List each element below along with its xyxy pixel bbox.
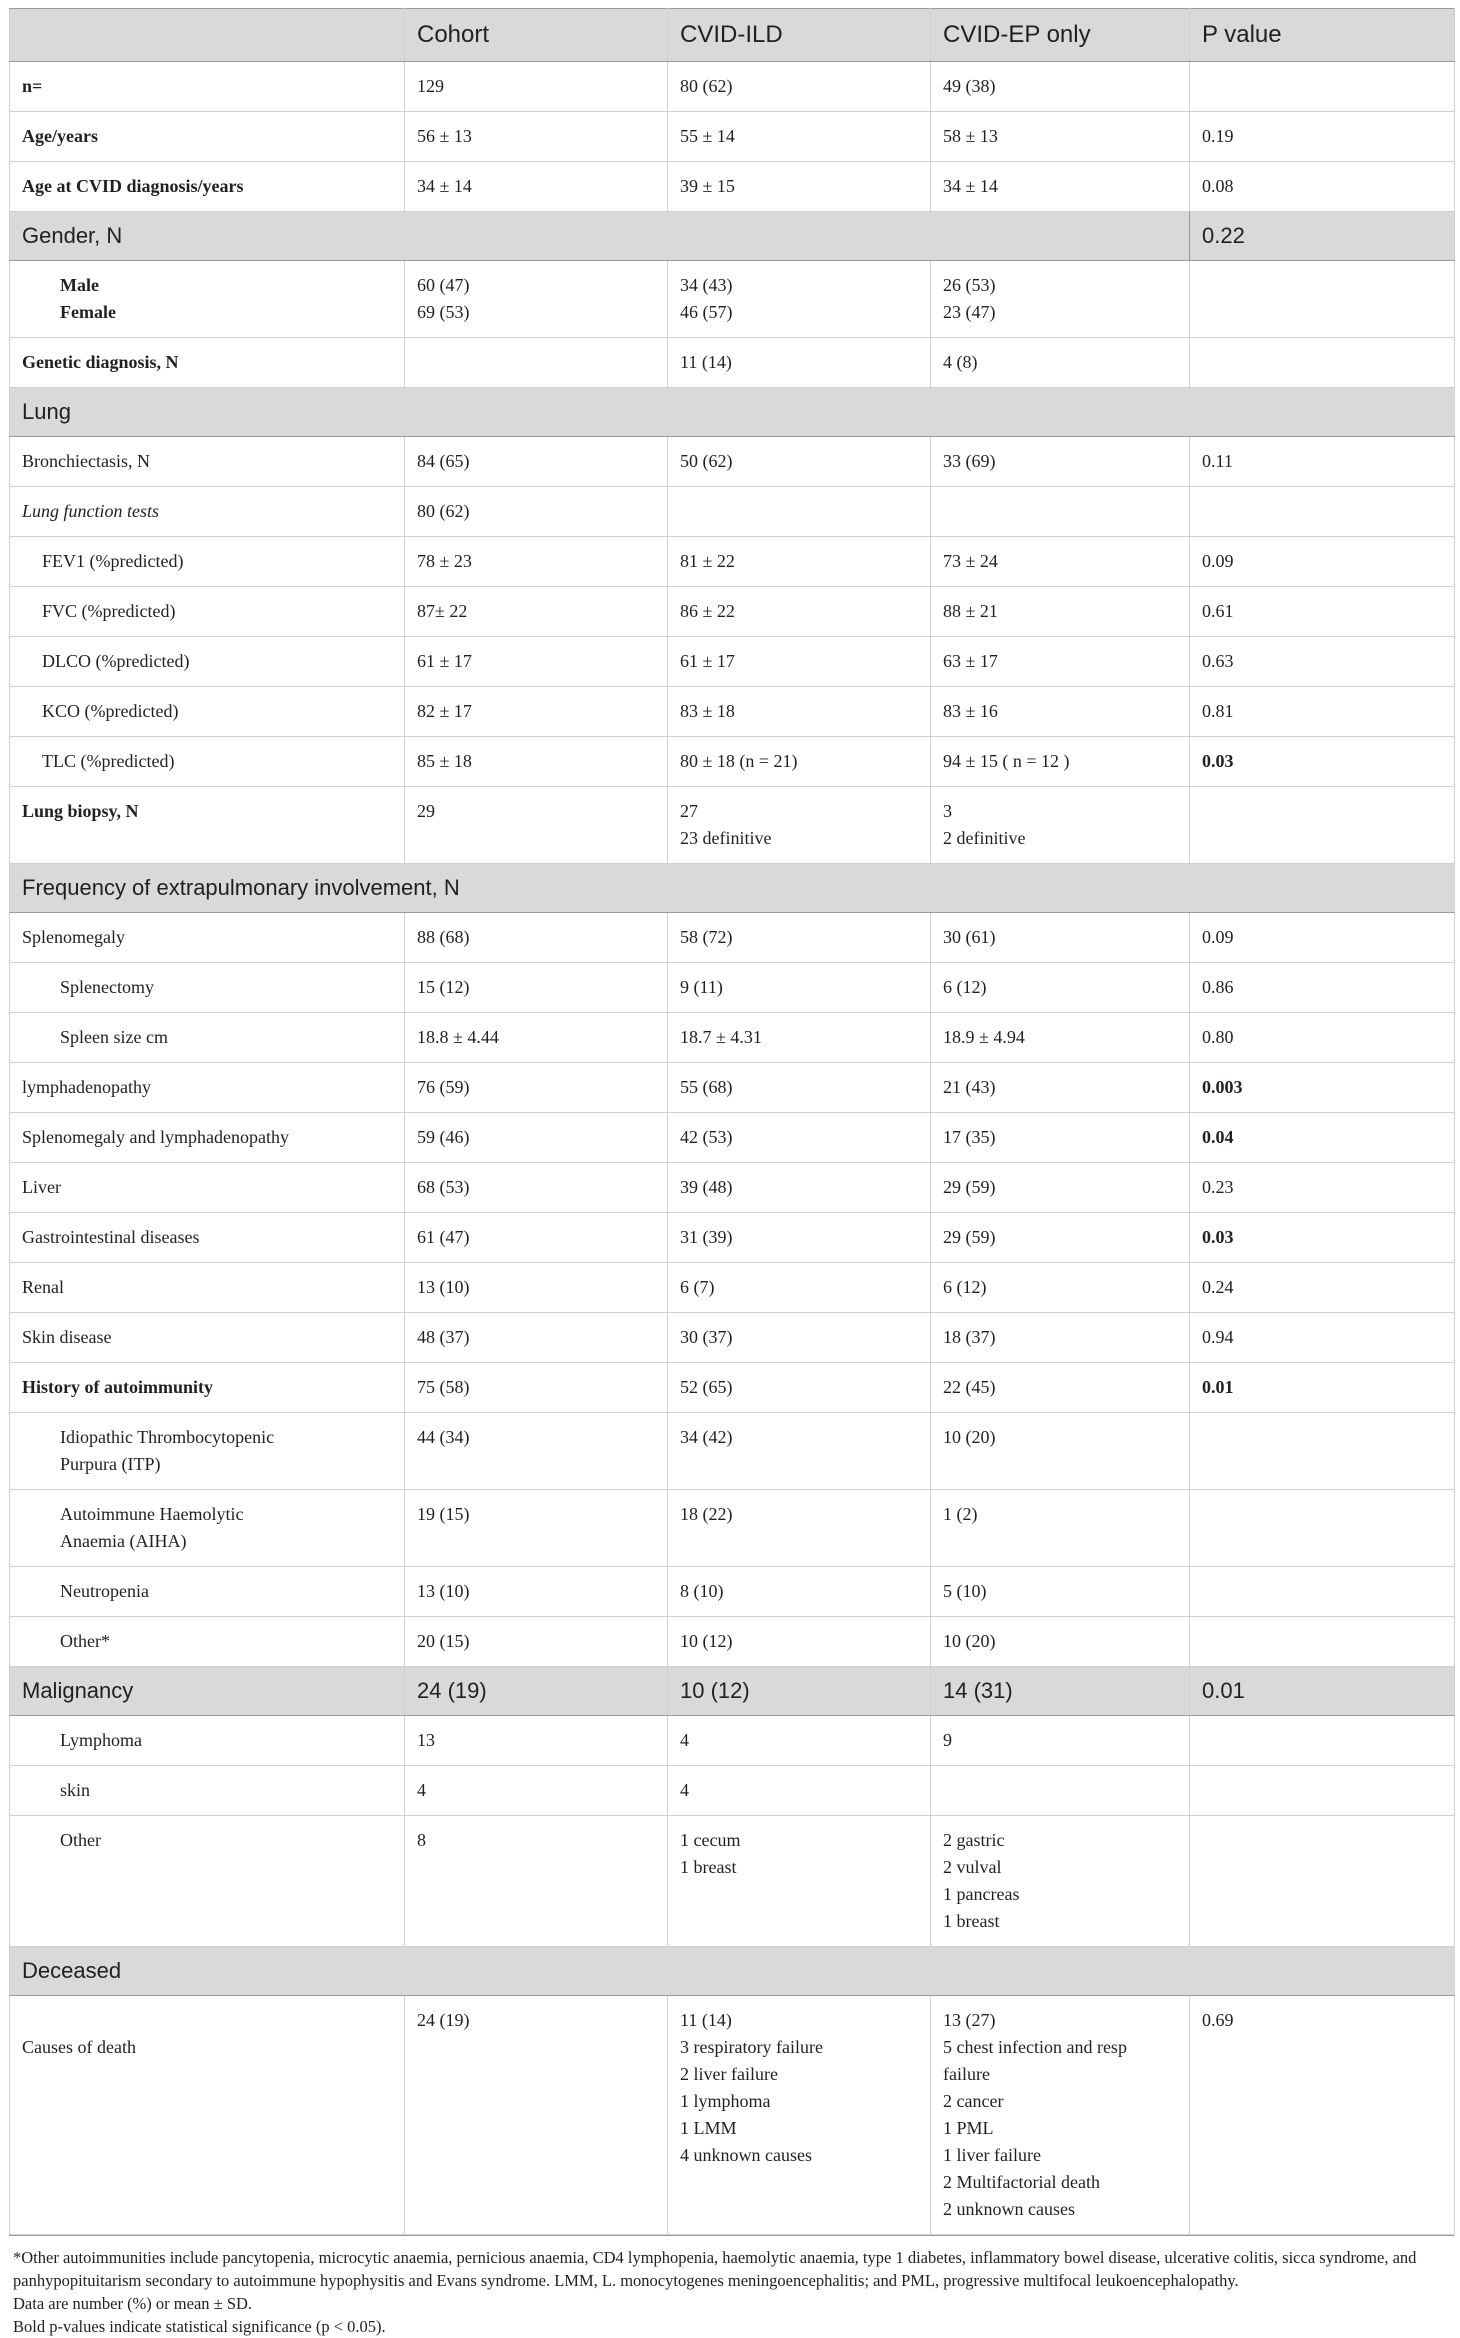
cell: 83 ± 18 bbox=[668, 687, 931, 737]
cell bbox=[668, 388, 931, 437]
cell: 0.69 bbox=[1190, 1996, 1455, 2235]
cell-line: 1 pancreas bbox=[943, 1884, 1020, 1904]
row-label: Gastrointestinal diseases bbox=[10, 1213, 405, 1263]
header-cvid-ep: CVID-EP only bbox=[931, 9, 1190, 62]
cell: 63 ± 17 bbox=[931, 637, 1190, 687]
cell: 61 ± 17 bbox=[405, 637, 668, 687]
cell bbox=[1190, 1816, 1455, 1947]
cell-line: 2 unknown causes bbox=[943, 2199, 1075, 2219]
cell: 10 (20) bbox=[931, 1617, 1190, 1667]
cell: 0.04 bbox=[1190, 1113, 1455, 1163]
cell: 80 (62) bbox=[405, 487, 668, 537]
cell bbox=[1190, 787, 1455, 864]
row-label: DLCO (%predicted) bbox=[10, 637, 405, 687]
cell bbox=[405, 1816, 668, 1947]
footnote: Data are number (%) or mean ± SD. bbox=[13, 2294, 253, 2313]
table-row bbox=[10, 537, 1455, 587]
cell bbox=[931, 1947, 1190, 1996]
cell-line: 27 bbox=[680, 801, 698, 821]
table-row bbox=[10, 1716, 1455, 1766]
section-label: Frequency of extrapulmonary involvement, N bbox=[10, 864, 931, 913]
table-row bbox=[10, 1413, 1455, 1490]
row-label: Genetic diagnosis, N bbox=[10, 338, 405, 388]
table-row bbox=[10, 62, 1455, 112]
cell: 31 (39) bbox=[668, 1213, 931, 1263]
cell-line: 2 Multifactorial death bbox=[943, 2172, 1100, 2192]
table-row bbox=[10, 261, 1455, 338]
cell bbox=[668, 787, 931, 864]
cell: 19 (15) bbox=[405, 1490, 668, 1567]
table-row bbox=[10, 1113, 1455, 1163]
cell: 39 ± 15 bbox=[668, 162, 931, 212]
cell-line: 1 PML bbox=[943, 2118, 994, 2138]
section-label: Gender, N bbox=[10, 212, 405, 261]
cell-line: 2 cancer bbox=[943, 2091, 1004, 2111]
cell-line: 1 LMM bbox=[680, 2118, 737, 2138]
cell: 0.01 bbox=[1190, 1363, 1455, 1413]
table-row bbox=[10, 1213, 1455, 1263]
cell bbox=[931, 261, 1190, 338]
footnote: *Other autoimmunities include pancytopenia, microcytic anaemia, pernicious anaemia, CD4 lymphopenia, haemolytic anaemia, type 1 diabetes, inflammatory bowel disease, ulcerative colitis, sicca syndrome, and panhypopituitarism secondary to autoimmune hypophysitis and Evans syndrome. LMM, L. monocytogenes meningoencephalitis; and PML, progressive multifocal leukoencephalopathy. bbox=[13, 2248, 1417, 2290]
cell: 39 (48) bbox=[668, 1163, 931, 1213]
cell: 24 (19) bbox=[405, 1667, 668, 1716]
cell: 83 ± 16 bbox=[931, 687, 1190, 737]
cell: 42 (53) bbox=[668, 1113, 931, 1163]
row-label: Lymphoma bbox=[10, 1716, 405, 1766]
cell: 18 (37) bbox=[931, 1313, 1190, 1363]
header-cohort: Cohort bbox=[405, 9, 668, 62]
label-line: Female bbox=[60, 302, 116, 322]
cell: 59 (46) bbox=[405, 1113, 668, 1163]
cell-line: 13 (27) bbox=[943, 2010, 996, 2030]
row-label: Other bbox=[10, 1816, 405, 1947]
table-row bbox=[10, 1996, 1455, 2235]
table-row bbox=[10, 1490, 1455, 1567]
cell bbox=[1190, 1567, 1455, 1617]
cell: 0.61 bbox=[1190, 587, 1455, 637]
cell: 82 ± 17 bbox=[405, 687, 668, 737]
cell: 0.81 bbox=[1190, 687, 1455, 737]
row-label: Neutropenia bbox=[10, 1567, 405, 1617]
cell: 0.01 bbox=[1190, 1667, 1455, 1716]
cell-line: 26 (53) bbox=[943, 275, 996, 295]
cell: 1 (2) bbox=[931, 1490, 1190, 1567]
cell: 68 (53) bbox=[405, 1163, 668, 1213]
cell bbox=[405, 1996, 668, 2235]
cell: 34 ± 14 bbox=[405, 162, 668, 212]
cell: 30 (37) bbox=[668, 1313, 931, 1363]
row-label: Bronchiectasis, N bbox=[10, 437, 405, 487]
cell: 94 ± 15 ( n = 12 ) bbox=[931, 737, 1190, 787]
data-table bbox=[9, 8, 1455, 2235]
cell-line: 46 (57) bbox=[680, 302, 733, 322]
cell-line: 4 unknown causes bbox=[680, 2145, 812, 2165]
cell bbox=[668, 1996, 931, 2235]
cell-line: 5 chest infection and resp bbox=[943, 2037, 1127, 2057]
row-label: Age at CVID diagnosis/years bbox=[10, 162, 405, 212]
cell bbox=[668, 1816, 931, 1947]
cell bbox=[931, 864, 1190, 913]
cell-line: failure bbox=[943, 2064, 990, 2084]
cell: 10 (20) bbox=[931, 1413, 1190, 1490]
cell: 29 (59) bbox=[931, 1213, 1190, 1263]
row-label bbox=[10, 1490, 405, 1567]
row-label: Renal bbox=[10, 1263, 405, 1313]
table-row bbox=[10, 787, 1455, 864]
cell-line: 1 breast bbox=[943, 1911, 1000, 1931]
table-row bbox=[10, 1766, 1455, 1816]
cell: 0.09 bbox=[1190, 913, 1455, 963]
row-label: Other* bbox=[10, 1617, 405, 1667]
section-row-deceased bbox=[10, 1947, 1455, 1996]
cell: 75 (58) bbox=[405, 1363, 668, 1413]
cell-line: 29 bbox=[417, 801, 435, 821]
cell bbox=[1190, 487, 1455, 537]
cell: 13 bbox=[405, 1716, 668, 1766]
cell bbox=[405, 261, 668, 338]
table-row bbox=[10, 162, 1455, 212]
table-row bbox=[10, 587, 1455, 637]
cell-line: 60 (47) bbox=[417, 275, 470, 295]
label-line: Idiopathic Thrombocytopenic bbox=[60, 1427, 275, 1447]
cell: 0.63 bbox=[1190, 637, 1455, 687]
cell: 87± 22 bbox=[405, 587, 668, 637]
cell: 13 (10) bbox=[405, 1263, 668, 1313]
cell bbox=[1190, 1766, 1455, 1816]
cell: 44 (34) bbox=[405, 1413, 668, 1490]
cell: 86 ± 22 bbox=[668, 587, 931, 637]
cell: 14 (31) bbox=[931, 1667, 1190, 1716]
cell: 18.7 ± 4.31 bbox=[668, 1013, 931, 1063]
cell-line: 3 respiratory failure bbox=[680, 2037, 823, 2057]
cell-line: 2 definitive bbox=[943, 828, 1026, 848]
cell: 11 (14) bbox=[668, 338, 931, 388]
row-label: Spleen size cm bbox=[10, 1013, 405, 1063]
cell: 81 ± 22 bbox=[668, 537, 931, 587]
table-row bbox=[10, 1363, 1455, 1413]
cell: 5 (10) bbox=[931, 1567, 1190, 1617]
cell: 129 bbox=[405, 62, 668, 112]
cell bbox=[405, 1947, 668, 1996]
cell bbox=[668, 261, 931, 338]
header-p-value: P value bbox=[1190, 9, 1455, 62]
cell-line: 3 bbox=[943, 801, 952, 821]
label-line: Causes of death bbox=[22, 2037, 136, 2057]
cell-line: 8 bbox=[417, 1830, 426, 1850]
header-blank bbox=[10, 9, 405, 62]
cell bbox=[1190, 1617, 1455, 1667]
cell: 6 (7) bbox=[668, 1263, 931, 1313]
cell: 4 bbox=[405, 1766, 668, 1816]
cell: 6 (12) bbox=[931, 963, 1190, 1013]
cell: 55 ± 14 bbox=[668, 112, 931, 162]
label-line: Purpura (ITP) bbox=[60, 1454, 161, 1474]
row-label: KCO (%predicted) bbox=[10, 687, 405, 737]
cell-line: 23 definitive bbox=[680, 828, 772, 848]
cell: 80 ± 18 (n = 21) bbox=[668, 737, 931, 787]
cell-line: 1 cecum bbox=[680, 1830, 741, 1850]
cell-line: 69 (53) bbox=[417, 302, 470, 322]
cell: 76 (59) bbox=[405, 1063, 668, 1113]
cell: 10 (12) bbox=[668, 1667, 931, 1716]
cell: 48 (37) bbox=[405, 1313, 668, 1363]
table-row bbox=[10, 112, 1455, 162]
cell-line: 11 (14) bbox=[680, 2010, 732, 2030]
cell: 13 (10) bbox=[405, 1567, 668, 1617]
cell bbox=[931, 1996, 1190, 2235]
label-line: Anaemia (AIHA) bbox=[60, 1531, 187, 1551]
cell: 8 (10) bbox=[668, 1567, 931, 1617]
cell: 52 (65) bbox=[668, 1363, 931, 1413]
cell bbox=[931, 212, 1190, 261]
cell: 9 (11) bbox=[668, 963, 931, 1013]
cell: 15 (12) bbox=[405, 963, 668, 1013]
cell bbox=[1190, 388, 1455, 437]
cell: 21 (43) bbox=[931, 1063, 1190, 1113]
cell: 0.86 bbox=[1190, 963, 1455, 1013]
section-label: Deceased bbox=[10, 1947, 405, 1996]
cell: 0.22 bbox=[1190, 212, 1455, 261]
section-row-gender bbox=[10, 212, 1455, 261]
table-row bbox=[10, 1617, 1455, 1667]
cell bbox=[931, 1766, 1190, 1816]
cell bbox=[1190, 62, 1455, 112]
cell: 0.003 bbox=[1190, 1063, 1455, 1113]
label-line: Male bbox=[60, 275, 99, 295]
section-label: Lung bbox=[10, 388, 405, 437]
cell: 18.9 ± 4.94 bbox=[931, 1013, 1190, 1063]
row-label bbox=[10, 261, 405, 338]
cell: 0.11 bbox=[1190, 437, 1455, 487]
cell: 18 (22) bbox=[668, 1490, 931, 1567]
cell bbox=[1190, 864, 1455, 913]
row-label: Age/years bbox=[10, 112, 405, 162]
label-line: Autoimmune Haemolytic bbox=[60, 1504, 244, 1524]
cell: 58 ± 13 bbox=[931, 112, 1190, 162]
cell bbox=[931, 487, 1190, 537]
row-label: FVC (%predicted) bbox=[10, 587, 405, 637]
row-label: History of autoimmunity bbox=[10, 1363, 405, 1413]
cell bbox=[668, 487, 931, 537]
table-row bbox=[10, 637, 1455, 687]
table-container bbox=[9, 8, 1454, 2338]
table-row bbox=[10, 1163, 1455, 1213]
cell: 0.23 bbox=[1190, 1163, 1455, 1213]
table-row bbox=[10, 338, 1455, 388]
cell: 84 (65) bbox=[405, 437, 668, 487]
section-row-lung bbox=[10, 388, 1455, 437]
cell: 33 (69) bbox=[931, 437, 1190, 487]
cell: 18.8 ± 4.44 bbox=[405, 1013, 668, 1063]
row-label bbox=[10, 1996, 405, 2235]
table-row bbox=[10, 913, 1455, 963]
cell: 34 ± 14 bbox=[931, 162, 1190, 212]
cell-line: 2 vulval bbox=[943, 1857, 1002, 1877]
cell bbox=[668, 1947, 931, 1996]
row-label: Splenomegaly and lymphadenopathy bbox=[10, 1113, 405, 1163]
cell: 17 (35) bbox=[931, 1113, 1190, 1163]
cell: 73 ± 24 bbox=[931, 537, 1190, 587]
header-row bbox=[10, 9, 1455, 62]
header-cvid-ild: CVID-ILD bbox=[668, 9, 931, 62]
table-row bbox=[10, 737, 1455, 787]
table-row bbox=[10, 1263, 1455, 1313]
table-row bbox=[10, 1313, 1455, 1363]
cell: 0.19 bbox=[1190, 112, 1455, 162]
table-row bbox=[10, 687, 1455, 737]
cell bbox=[931, 787, 1190, 864]
cell: 9 bbox=[931, 1716, 1190, 1766]
cell: 85 ± 18 bbox=[405, 737, 668, 787]
table-row bbox=[10, 1567, 1455, 1617]
cell bbox=[1190, 1490, 1455, 1567]
cell: 49 (38) bbox=[931, 62, 1190, 112]
cell bbox=[405, 338, 668, 388]
cell: 50 (62) bbox=[668, 437, 931, 487]
cell: 4 bbox=[668, 1766, 931, 1816]
cell bbox=[1190, 338, 1455, 388]
cell bbox=[931, 1816, 1190, 1947]
cell: 0.03 bbox=[1190, 737, 1455, 787]
row-label: Lung function tests bbox=[10, 487, 405, 537]
cell: 0.09 bbox=[1190, 537, 1455, 587]
cell: 0.03 bbox=[1190, 1213, 1455, 1263]
cell: 55 (68) bbox=[668, 1063, 931, 1113]
cell-line: 2 liver failure bbox=[680, 2064, 778, 2084]
cell: 0.24 bbox=[1190, 1263, 1455, 1313]
cell: 4 (8) bbox=[931, 338, 1190, 388]
cell: 61 ± 17 bbox=[668, 637, 931, 687]
cell: 34 (42) bbox=[668, 1413, 931, 1490]
cell: 0.80 bbox=[1190, 1013, 1455, 1063]
footnote: Bold p-values indicate statistical significance (p < 0.05). bbox=[13, 2317, 386, 2336]
row-label: FEV1 (%predicted) bbox=[10, 537, 405, 587]
cell: 0.08 bbox=[1190, 162, 1455, 212]
cell: 4 bbox=[668, 1716, 931, 1766]
cell: 0.94 bbox=[1190, 1313, 1455, 1363]
cell bbox=[668, 212, 931, 261]
table-row bbox=[10, 1063, 1455, 1113]
cell-line: 2 gastric bbox=[943, 1830, 1005, 1850]
cell: 22 (45) bbox=[931, 1363, 1190, 1413]
cell bbox=[1190, 1413, 1455, 1490]
section-row-malignancy bbox=[10, 1667, 1455, 1716]
row-label: skin bbox=[10, 1766, 405, 1816]
cell: 78 ± 23 bbox=[405, 537, 668, 587]
cell: 88 ± 21 bbox=[931, 587, 1190, 637]
cell: 20 (15) bbox=[405, 1617, 668, 1667]
row-label: lymphadenopathy bbox=[10, 1063, 405, 1113]
label-line bbox=[22, 2007, 392, 2034]
cell: 29 (59) bbox=[931, 1163, 1190, 1213]
cell-line: 34 (43) bbox=[680, 275, 733, 295]
cell-line: 23 (47) bbox=[943, 302, 996, 322]
row-label: TLC (%predicted) bbox=[10, 737, 405, 787]
cell-line: 1 lymphoma bbox=[680, 2091, 771, 2111]
row-label: Liver bbox=[10, 1163, 405, 1213]
table-footnotes bbox=[9, 2235, 1454, 2338]
cell: 10 (12) bbox=[668, 1617, 931, 1667]
section-row-extrapulmonary bbox=[10, 864, 1455, 913]
row-label bbox=[10, 1413, 405, 1490]
cell bbox=[405, 787, 668, 864]
row-label: Splenomegaly bbox=[10, 913, 405, 963]
table-row bbox=[10, 437, 1455, 487]
row-label: n= bbox=[10, 62, 405, 112]
section-label: Malignancy bbox=[10, 1667, 405, 1716]
table-row bbox=[10, 1816, 1455, 1947]
cell bbox=[1190, 261, 1455, 338]
cell bbox=[405, 388, 668, 437]
cell: 56 ± 13 bbox=[405, 112, 668, 162]
row-label: Lung biopsy, N bbox=[10, 787, 405, 864]
cell bbox=[1190, 1716, 1455, 1766]
row-label: Splenectomy bbox=[10, 963, 405, 1013]
cell: 6 (12) bbox=[931, 1263, 1190, 1313]
cell-line: 1 liver failure bbox=[943, 2145, 1041, 2165]
cell bbox=[1190, 1947, 1455, 1996]
cell bbox=[405, 212, 668, 261]
cell-line: 24 (19) bbox=[417, 2010, 470, 2030]
table-row bbox=[10, 487, 1455, 537]
cell: 88 (68) bbox=[405, 913, 668, 963]
cell: 30 (61) bbox=[931, 913, 1190, 963]
row-label: Skin disease bbox=[10, 1313, 405, 1363]
table-row bbox=[10, 963, 1455, 1013]
table-row bbox=[10, 1013, 1455, 1063]
cell-line: 1 breast bbox=[680, 1857, 737, 1877]
cell bbox=[931, 388, 1190, 437]
cell: 80 (62) bbox=[668, 62, 931, 112]
cell: 58 (72) bbox=[668, 913, 931, 963]
cell: 61 (47) bbox=[405, 1213, 668, 1263]
